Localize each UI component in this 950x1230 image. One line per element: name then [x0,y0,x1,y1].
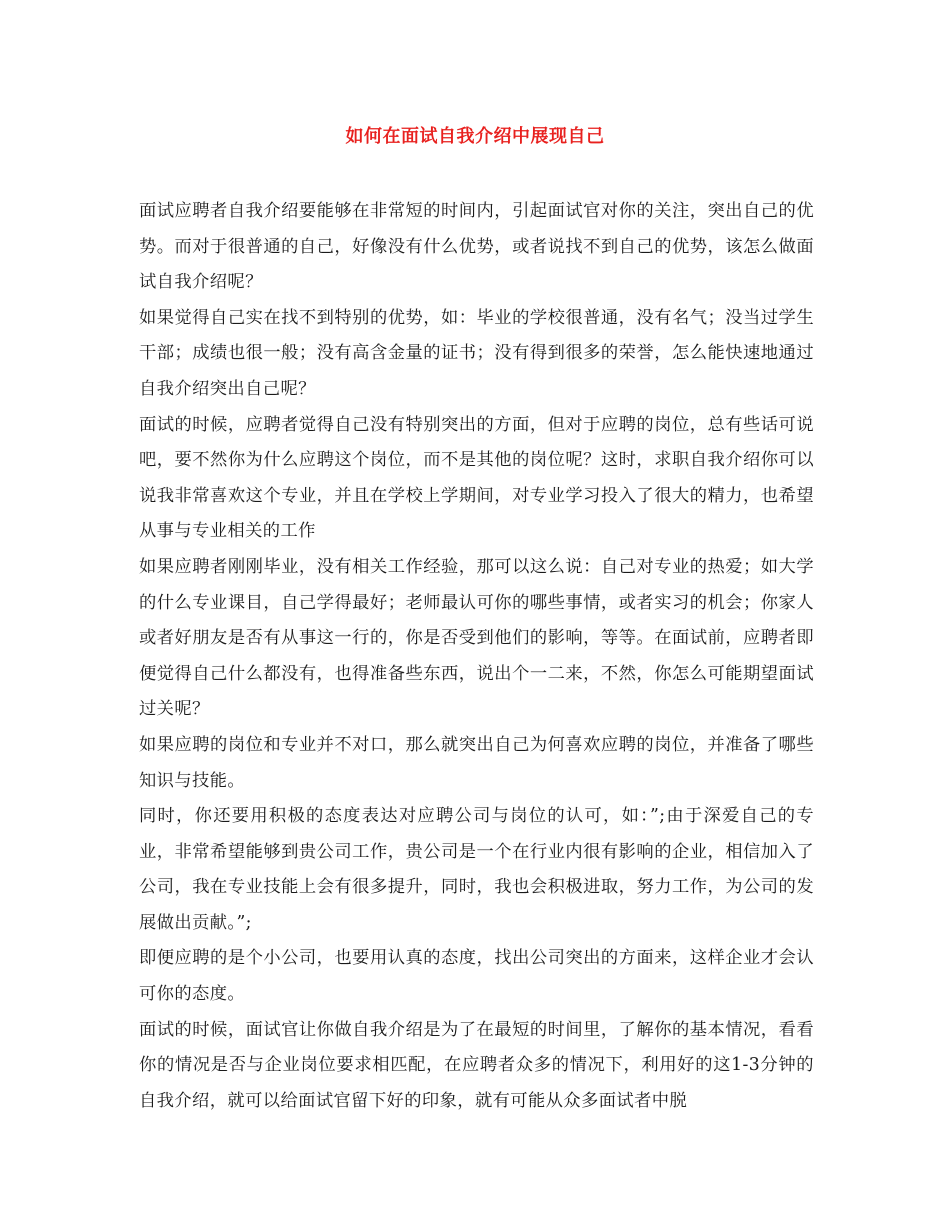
paragraph: 面试的时候，面试官让你做自我介绍是为了在最短的时间里，了解你的基本情况，看看你的情况是否与企业岗位要求相匹配，在应聘者众多的情况下，利用好的这1-3分钟的自我介绍，就可以给面试官留下好的印象，就有可能从众多面试者中脱 [139,1019,814,1111]
paragraph: 面试应聘者自我介绍要能够在非常短的时间内，引起面试官对你的关注，突出自己的优势。而对于很普通的自己，好像没有什么优势，或者说找不到自己的优势，该怎么做面试自我介绍呢？ [139,201,814,293]
document-title: 如何在面试自我介绍中展现自己 [345,126,605,147]
paragraph: 同时，你还要用积极的态度表达对应聘公司与岗位的认可，如：”;由于深爱自己的专业，非常希望能够到贵公司工作，贵公司是一个在行业内很有影响的企业，相信加入了公司，我在专业技能上会有很多提升，同时，我也会积极进取，努力工作，为公司的发展做出贡献。”; [139,806,814,933]
paragraph: 如果应聘的岗位和专业并不对口，那么就突出自己为何喜欢应聘的岗位，并准备了哪些知识与技能。 [139,734,814,791]
paragraph: 即便应聘的是个小公司，也要用认真的态度，找出公司突出的方面来，这样企业才会认可你的态度。 [139,948,814,1005]
document-body [139,194,814,1119]
paragraph: 如果觉得自己实在找不到特别的优势，如：毕业的学校很普通，没有名气；没当过学生干部；成绩也很一般；没有高含金量的证书；没有得到很多的荣誉，怎么能快速地通过自我介绍突出自己呢？ [139,307,814,399]
paragraph: 如果应聘者刚刚毕业，没有相关工作经验，那可以这么说：自己对专业的热爱；如大学的什么专业课目，自己学得最好；老师最认可你的哪些事情，或者实习的机会；你家人或者好朋友是否有从事这一行的，你是否受到他们的影响，等等。在面试前，应聘者即便觉得自己什么都没有，也得准备些东西，说出个一二来，不然，你怎么可能期望面试过关呢？ [139,556,814,720]
paragraph: 面试的时候，应聘者觉得自己没有特别突出的方面，但对于应聘的岗位，总有些话可说吧，要不然你为什么应聘这个岗位，而不是其他的岗位呢？这时，求职自我介绍你可以说我非常喜欢这个专业，并且在学校上学期间，对专业学习投入了很大的精力，也希望从事与专业相关的工作 [139,414,814,542]
